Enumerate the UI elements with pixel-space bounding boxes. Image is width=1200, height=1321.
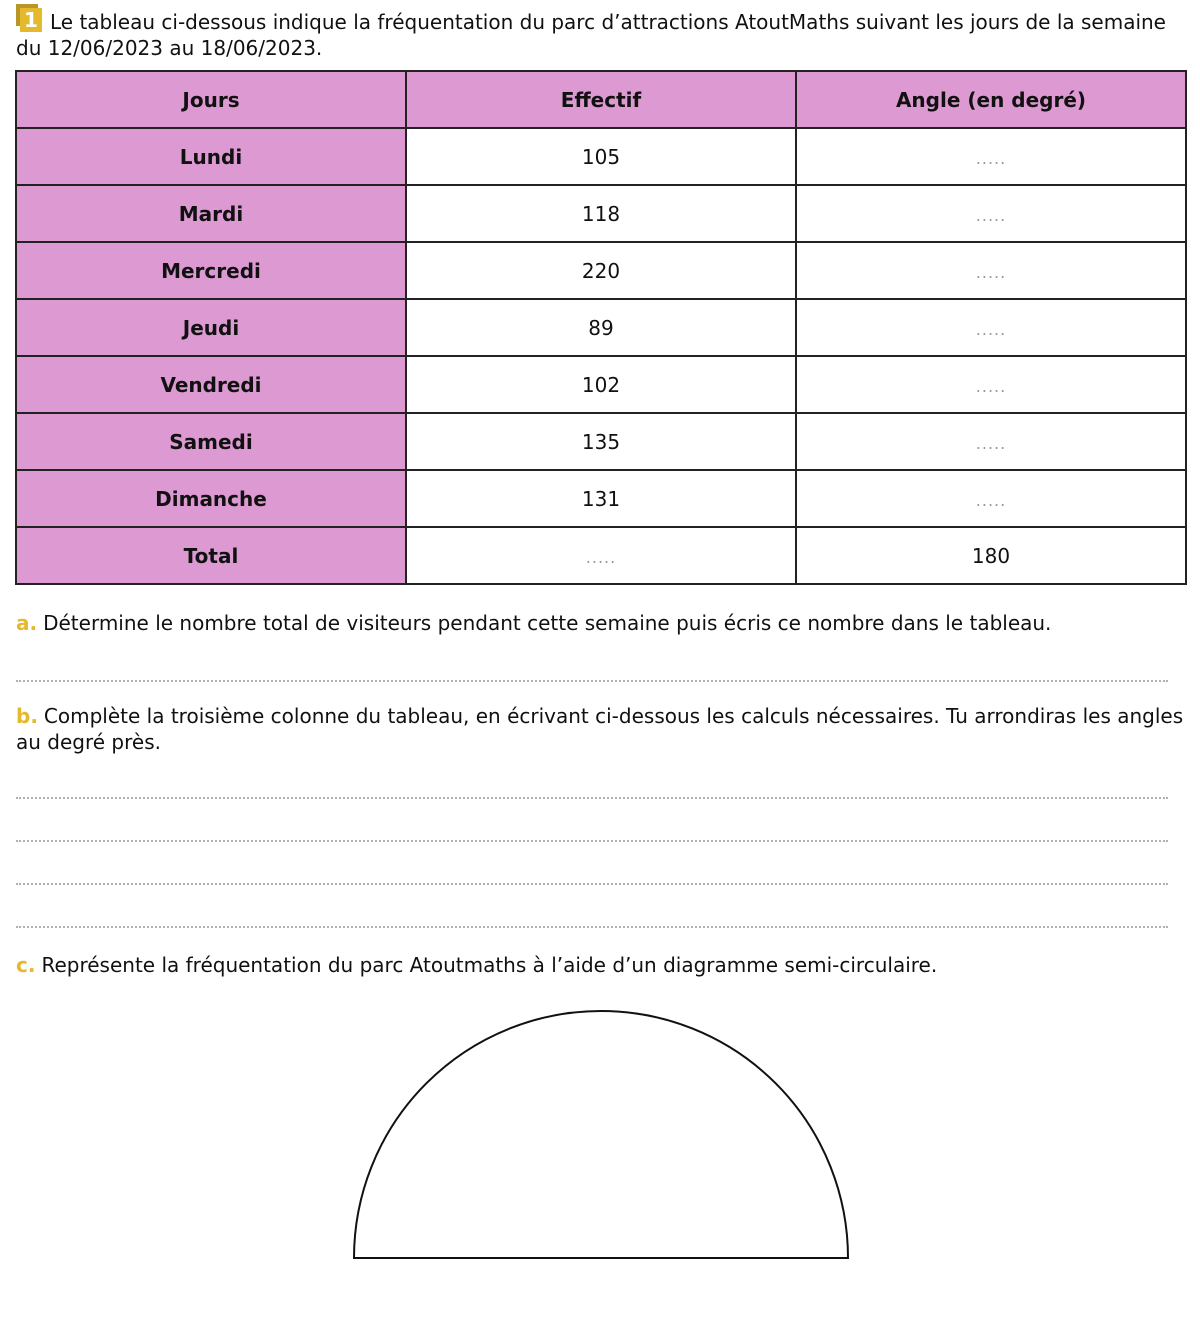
semi-circular-diagram[interactable] (340, 1000, 860, 1270)
frequency-table (15, 70, 1187, 585)
day-cell: Samedi (16, 413, 406, 470)
angle-cell[interactable] (796, 470, 1186, 527)
angle-cell[interactable] (796, 242, 1186, 299)
exercise-intro (16, 8, 1186, 61)
angle-cell[interactable] (796, 185, 1186, 242)
effectif-cell: 131 (406, 470, 796, 527)
question-c-letter: c. (16, 953, 36, 977)
angle-cell[interactable] (796, 413, 1186, 470)
angle-cell[interactable] (796, 356, 1186, 413)
angle-placeholder: ..... (975, 376, 1007, 396)
angle-placeholder: ..... (975, 262, 1007, 282)
answer-line-b4[interactable] (16, 926, 1168, 928)
intro-text: Le tableau ci-dessous indique la fréquentation du parc d’attractions AtoutMaths suivant les jours de la semaine du 12/06/2023 au 18/06/2023. (16, 10, 1166, 60)
question-b-letter: b. (16, 704, 38, 728)
question-c (16, 952, 1186, 978)
angle-placeholder: ..... (975, 205, 1007, 225)
angle-placeholder: ..... (975, 148, 1007, 168)
angle-cell[interactable] (796, 299, 1186, 356)
exercise-number-badge (16, 8, 42, 32)
answer-line-b1[interactable] (16, 797, 1168, 799)
effectif-cell: 89 (406, 299, 796, 356)
table-row (16, 185, 1186, 242)
semi-circle-outline (354, 1011, 848, 1258)
table-row (16, 242, 1186, 299)
table-row (16, 470, 1186, 527)
question-b (16, 703, 1186, 755)
effectif-cell: 105 (406, 128, 796, 185)
total-effectif-placeholder: ..... (585, 547, 617, 567)
day-cell: Lundi (16, 128, 406, 185)
total-label-cell: Total (16, 527, 406, 584)
day-cell: Jeudi (16, 299, 406, 356)
question-c-text: Représente la fréquentation du parc Atoutmaths à l’aide d’un diagramme semi-circulaire. (41, 953, 938, 977)
angle-placeholder: ..... (975, 319, 1007, 339)
table-row (16, 128, 1186, 185)
exercise-number: 1 (20, 8, 42, 32)
effectif-cell: 102 (406, 356, 796, 413)
day-cell: Vendredi (16, 356, 406, 413)
header-jours: Jours (16, 71, 406, 128)
answer-line-b3[interactable] (16, 883, 1168, 885)
day-cell: Mardi (16, 185, 406, 242)
answer-line-a[interactable] (16, 680, 1168, 682)
angle-placeholder: ..... (975, 433, 1007, 453)
question-a-text: Détermine le nombre total de visiteurs pendant cette semaine puis écris ce nombre dans le tableau. (43, 611, 1052, 635)
day-cell: Mercredi (16, 242, 406, 299)
effectif-cell: 135 (406, 413, 796, 470)
question-b-text: Complète la troisième colonne du tableau, en écrivant ci-dessous les calculs nécessaires. Tu arrondiras les angles au degré près. (16, 704, 1184, 754)
total-angle-cell: 180 (796, 527, 1186, 584)
question-a-letter: a. (16, 611, 38, 635)
header-effectif: Effectif (406, 71, 796, 128)
effectif-cell: 118 (406, 185, 796, 242)
day-cell: Dimanche (16, 470, 406, 527)
total-effectif-cell[interactable] (406, 527, 796, 584)
table-row (16, 356, 1186, 413)
header-angle: Angle (en degré) (796, 71, 1186, 128)
table-total-row (16, 527, 1186, 584)
table-header-row (16, 71, 1186, 128)
table-row (16, 299, 1186, 356)
effectif-cell: 220 (406, 242, 796, 299)
angle-cell[interactable] (796, 128, 1186, 185)
table-row (16, 413, 1186, 470)
question-a (16, 610, 1186, 636)
answer-line-b2[interactable] (16, 840, 1168, 842)
angle-placeholder: ..... (975, 490, 1007, 510)
